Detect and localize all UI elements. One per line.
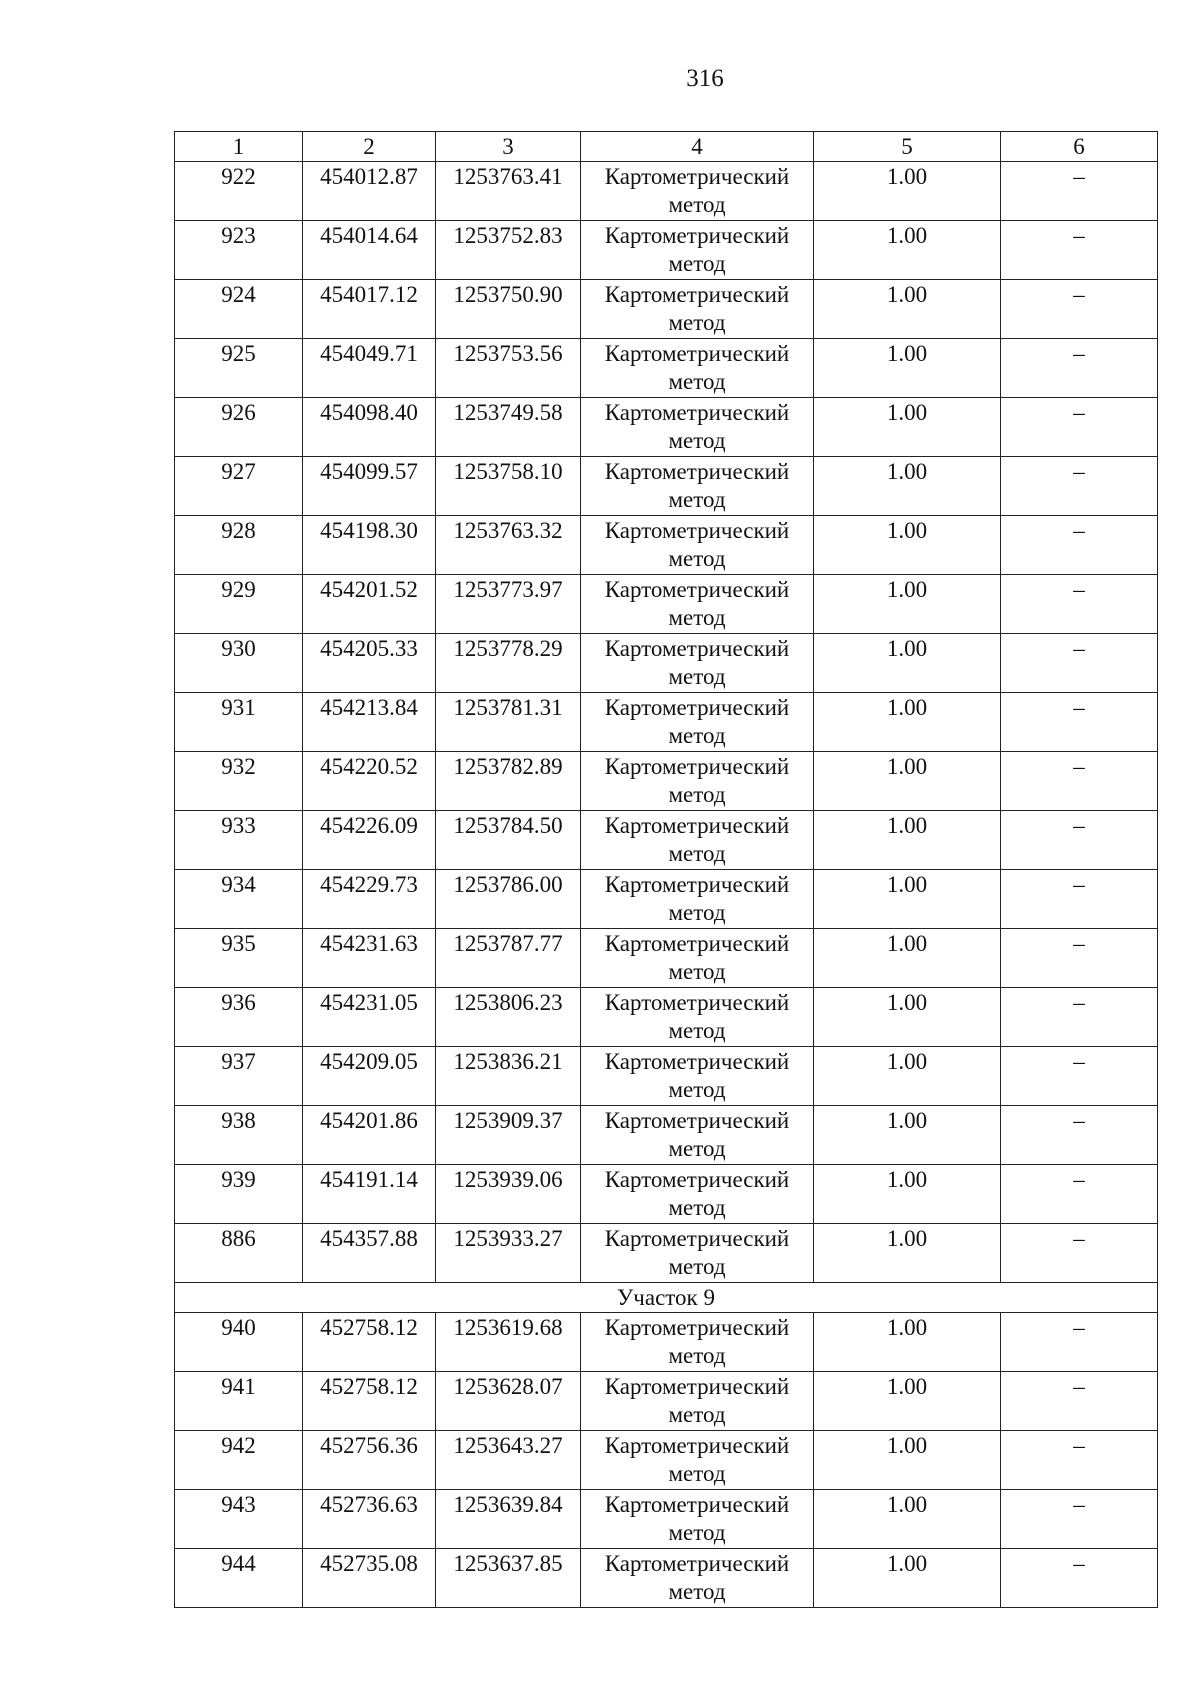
method-cell xyxy=(581,1313,814,1372)
point-number: 936 xyxy=(175,988,303,1047)
note-value: – xyxy=(1001,1372,1158,1431)
method-text: Картометрический xyxy=(604,341,790,366)
method-text: Картометрический xyxy=(604,813,790,838)
note-value: – xyxy=(1001,575,1158,634)
method-text: Картометрический xyxy=(604,1315,790,1340)
x-coordinate: 454231.05 xyxy=(303,988,436,1047)
y-coordinate: 1253752.83 xyxy=(436,221,581,280)
method-text: метод xyxy=(668,1018,726,1043)
x-coordinate: 454357.88 xyxy=(303,1224,436,1283)
method-text: Картометрический xyxy=(604,754,790,779)
accuracy-value: 1.00 xyxy=(814,1372,1001,1431)
note-value: – xyxy=(1001,1165,1158,1224)
method-cell xyxy=(581,634,814,693)
note-value: – xyxy=(1001,870,1158,929)
method-text: метод xyxy=(668,664,726,689)
section-row xyxy=(175,1283,1158,1313)
table-row xyxy=(175,398,1158,457)
method-text: метод xyxy=(668,251,726,276)
point-number: 941 xyxy=(175,1372,303,1431)
x-coordinate: 454201.52 xyxy=(303,575,436,634)
y-coordinate: 1253933.27 xyxy=(436,1224,581,1283)
y-coordinate: 1253619.68 xyxy=(436,1313,581,1372)
method-text: метод xyxy=(668,605,726,630)
accuracy-value: 1.00 xyxy=(814,988,1001,1047)
x-coordinate: 454229.73 xyxy=(303,870,436,929)
method-text: метод xyxy=(668,546,726,571)
note-value: – xyxy=(1001,221,1158,280)
y-coordinate: 1253750.90 xyxy=(436,280,581,339)
method-text: метод xyxy=(668,1195,726,1220)
method-text: метод xyxy=(668,1520,726,1545)
y-coordinate: 1253763.32 xyxy=(436,516,581,575)
table-row xyxy=(175,1372,1158,1431)
y-coordinate: 1253782.89 xyxy=(436,752,581,811)
method-text: метод xyxy=(668,1254,726,1279)
method-cell xyxy=(581,929,814,988)
method-text: Картометрический xyxy=(604,577,790,602)
column-header: 5 xyxy=(814,132,1001,162)
table-body xyxy=(175,162,1158,1608)
point-number: 925 xyxy=(175,339,303,398)
table-row xyxy=(175,575,1158,634)
table-header-row xyxy=(175,132,1158,162)
y-coordinate: 1253778.29 xyxy=(436,634,581,693)
note-value: – xyxy=(1001,693,1158,752)
accuracy-value: 1.00 xyxy=(814,1313,1001,1372)
method-text: метод xyxy=(668,428,726,453)
column-header: 3 xyxy=(436,132,581,162)
method-text: метод xyxy=(668,487,726,512)
accuracy-value: 1.00 xyxy=(814,457,1001,516)
point-number: 940 xyxy=(175,1313,303,1372)
accuracy-value: 1.00 xyxy=(814,339,1001,398)
x-coordinate: 454209.05 xyxy=(303,1047,436,1106)
method-cell xyxy=(581,1372,814,1431)
coordinates-table xyxy=(174,131,1158,1608)
y-coordinate: 1253643.27 xyxy=(436,1431,581,1490)
accuracy-value: 1.00 xyxy=(814,1047,1001,1106)
x-coordinate: 452736.63 xyxy=(303,1490,436,1549)
y-coordinate: 1253909.37 xyxy=(436,1106,581,1165)
x-coordinate: 454191.14 xyxy=(303,1165,436,1224)
accuracy-value: 1.00 xyxy=(814,575,1001,634)
table-row xyxy=(175,1106,1158,1165)
accuracy-value: 1.00 xyxy=(814,634,1001,693)
method-text: метод xyxy=(668,1461,726,1486)
x-coordinate: 452735.08 xyxy=(303,1549,436,1608)
point-number: 926 xyxy=(175,398,303,457)
method-text: Картометрический xyxy=(604,636,790,661)
y-coordinate: 1253806.23 xyxy=(436,988,581,1047)
page-number: 316 xyxy=(686,65,724,92)
point-number: 931 xyxy=(175,693,303,752)
method-text: Картометрический xyxy=(604,282,790,307)
method-text: Картометрический xyxy=(604,1049,790,1074)
x-coordinate: 452758.12 xyxy=(303,1372,436,1431)
table-row xyxy=(175,929,1158,988)
point-number: 932 xyxy=(175,752,303,811)
accuracy-value: 1.00 xyxy=(814,1224,1001,1283)
method-text: метод xyxy=(668,1343,726,1368)
point-number: 935 xyxy=(175,929,303,988)
y-coordinate: 1253939.06 xyxy=(436,1165,581,1224)
table-row xyxy=(175,988,1158,1047)
y-coordinate: 1253749.58 xyxy=(436,398,581,457)
note-value: – xyxy=(1001,1431,1158,1490)
note-value: – xyxy=(1001,1549,1158,1608)
method-text: Картометрический xyxy=(604,459,790,484)
method-cell xyxy=(581,1165,814,1224)
method-text: Картометрический xyxy=(604,990,790,1015)
method-text: метод xyxy=(668,1077,726,1102)
method-text: метод xyxy=(668,1136,726,1161)
method-text: Картометрический xyxy=(604,1108,790,1133)
table-row xyxy=(175,1165,1158,1224)
method-cell xyxy=(581,221,814,280)
method-text: метод xyxy=(668,782,726,807)
table-row xyxy=(175,752,1158,811)
point-number: 942 xyxy=(175,1431,303,1490)
accuracy-value: 1.00 xyxy=(814,870,1001,929)
method-cell xyxy=(581,1106,814,1165)
column-header: 4 xyxy=(581,132,814,162)
y-coordinate: 1253639.84 xyxy=(436,1490,581,1549)
method-text: метод xyxy=(668,900,726,925)
accuracy-value: 1.00 xyxy=(814,1431,1001,1490)
method-text: Картометрический xyxy=(604,872,790,897)
table-row xyxy=(175,280,1158,339)
method-cell xyxy=(581,339,814,398)
note-value: – xyxy=(1001,398,1158,457)
x-coordinate: 452756.36 xyxy=(303,1431,436,1490)
x-coordinate: 454205.33 xyxy=(303,634,436,693)
method-cell xyxy=(581,398,814,457)
point-number: 929 xyxy=(175,575,303,634)
y-coordinate: 1253763.41 xyxy=(436,162,581,221)
accuracy-value: 1.00 xyxy=(814,1165,1001,1224)
point-number: 923 xyxy=(175,221,303,280)
method-text: Картометрический xyxy=(604,695,790,720)
method-cell xyxy=(581,1490,814,1549)
method-cell xyxy=(581,575,814,634)
x-coordinate: 454231.63 xyxy=(303,929,436,988)
accuracy-value: 1.00 xyxy=(814,516,1001,575)
table-row xyxy=(175,870,1158,929)
method-text: Картометрический xyxy=(604,1226,790,1251)
note-value: – xyxy=(1001,634,1158,693)
method-text: метод xyxy=(668,369,726,394)
x-coordinate: 454099.57 xyxy=(303,457,436,516)
method-text: метод xyxy=(668,1402,726,1427)
method-cell xyxy=(581,457,814,516)
accuracy-value: 1.00 xyxy=(814,693,1001,752)
method-text: метод xyxy=(668,841,726,866)
point-number: 924 xyxy=(175,280,303,339)
method-cell xyxy=(581,1224,814,1283)
x-coordinate: 454213.84 xyxy=(303,693,436,752)
accuracy-value: 1.00 xyxy=(814,752,1001,811)
x-coordinate: 454017.12 xyxy=(303,280,436,339)
x-coordinate: 454012.87 xyxy=(303,162,436,221)
table-row xyxy=(175,1490,1158,1549)
note-value: – xyxy=(1001,516,1158,575)
x-coordinate: 454226.09 xyxy=(303,811,436,870)
point-number: 943 xyxy=(175,1490,303,1549)
table-row xyxy=(175,516,1158,575)
method-cell xyxy=(581,1431,814,1490)
note-value: – xyxy=(1001,162,1158,221)
table-row xyxy=(175,1313,1158,1372)
method-text: Картометрический xyxy=(604,223,790,248)
accuracy-value: 1.00 xyxy=(814,811,1001,870)
y-coordinate: 1253786.00 xyxy=(436,870,581,929)
method-text: метод xyxy=(668,1579,726,1604)
method-text: Картометрический xyxy=(604,1433,790,1458)
table-row xyxy=(175,221,1158,280)
table-row xyxy=(175,162,1158,221)
table-row xyxy=(175,1431,1158,1490)
y-coordinate: 1253753.56 xyxy=(436,339,581,398)
note-value: – xyxy=(1001,339,1158,398)
method-text: Картометрический xyxy=(604,1551,790,1576)
x-coordinate: 454098.40 xyxy=(303,398,436,457)
x-coordinate: 454014.64 xyxy=(303,221,436,280)
method-text: метод xyxy=(668,192,726,217)
x-coordinate: 452758.12 xyxy=(303,1313,436,1372)
table-row xyxy=(175,1047,1158,1106)
accuracy-value: 1.00 xyxy=(814,398,1001,457)
point-number: 939 xyxy=(175,1165,303,1224)
y-coordinate: 1253787.77 xyxy=(436,929,581,988)
point-number: 937 xyxy=(175,1047,303,1106)
method-text: Картометрический xyxy=(604,164,790,189)
y-coordinate: 1253781.31 xyxy=(436,693,581,752)
note-value: – xyxy=(1001,988,1158,1047)
note-value: – xyxy=(1001,1047,1158,1106)
point-number: 886 xyxy=(175,1224,303,1283)
method-cell xyxy=(581,988,814,1047)
table-row xyxy=(175,339,1158,398)
note-value: – xyxy=(1001,752,1158,811)
note-value: – xyxy=(1001,1490,1158,1549)
point-number: 922 xyxy=(175,162,303,221)
note-value: – xyxy=(1001,1224,1158,1283)
point-number: 933 xyxy=(175,811,303,870)
table-row xyxy=(175,634,1158,693)
accuracy-value: 1.00 xyxy=(814,1549,1001,1608)
column-header: 1 xyxy=(175,132,303,162)
method-cell xyxy=(581,516,814,575)
method-text: метод xyxy=(668,310,726,335)
method-text: Картометрический xyxy=(604,400,790,425)
x-coordinate: 454198.30 xyxy=(303,516,436,575)
note-value: – xyxy=(1001,1106,1158,1165)
section-label: Участок 9 xyxy=(175,1283,1158,1313)
table-row xyxy=(175,1549,1158,1608)
y-coordinate: 1253637.85 xyxy=(436,1549,581,1608)
table-row xyxy=(175,457,1158,516)
point-number: 944 xyxy=(175,1549,303,1608)
y-coordinate: 1253628.07 xyxy=(436,1372,581,1431)
note-value: – xyxy=(1001,1313,1158,1372)
point-number: 928 xyxy=(175,516,303,575)
method-cell xyxy=(581,1047,814,1106)
column-header: 2 xyxy=(303,132,436,162)
method-cell xyxy=(581,693,814,752)
column-header: 6 xyxy=(1001,132,1158,162)
method-cell xyxy=(581,1549,814,1608)
point-number: 934 xyxy=(175,870,303,929)
y-coordinate: 1253836.21 xyxy=(436,1047,581,1106)
accuracy-value: 1.00 xyxy=(814,280,1001,339)
accuracy-value: 1.00 xyxy=(814,1106,1001,1165)
x-coordinate: 454220.52 xyxy=(303,752,436,811)
table-row xyxy=(175,693,1158,752)
method-text: Картометрический xyxy=(604,1374,790,1399)
accuracy-value: 1.00 xyxy=(814,1490,1001,1549)
method-text: метод xyxy=(668,723,726,748)
note-value: – xyxy=(1001,457,1158,516)
method-cell xyxy=(581,870,814,929)
method-cell xyxy=(581,162,814,221)
y-coordinate: 1253784.50 xyxy=(436,811,581,870)
method-text: Картометрический xyxy=(604,518,790,543)
method-cell xyxy=(581,752,814,811)
table-row xyxy=(175,1224,1158,1283)
note-value: – xyxy=(1001,929,1158,988)
point-number: 938 xyxy=(175,1106,303,1165)
y-coordinate: 1253773.97 xyxy=(436,575,581,634)
accuracy-value: 1.00 xyxy=(814,162,1001,221)
accuracy-value: 1.00 xyxy=(814,221,1001,280)
point-number: 930 xyxy=(175,634,303,693)
method-text: Картометрический xyxy=(604,1492,790,1517)
x-coordinate: 454201.86 xyxy=(303,1106,436,1165)
method-text: метод xyxy=(668,959,726,984)
accuracy-value: 1.00 xyxy=(814,929,1001,988)
table-row xyxy=(175,811,1158,870)
method-cell xyxy=(581,811,814,870)
method-text: Картометрический xyxy=(604,931,790,956)
note-value: – xyxy=(1001,280,1158,339)
method-cell xyxy=(581,280,814,339)
x-coordinate: 454049.71 xyxy=(303,339,436,398)
y-coordinate: 1253758.10 xyxy=(436,457,581,516)
point-number: 927 xyxy=(175,457,303,516)
note-value: – xyxy=(1001,811,1158,870)
method-text: Картометрический xyxy=(604,1167,790,1192)
